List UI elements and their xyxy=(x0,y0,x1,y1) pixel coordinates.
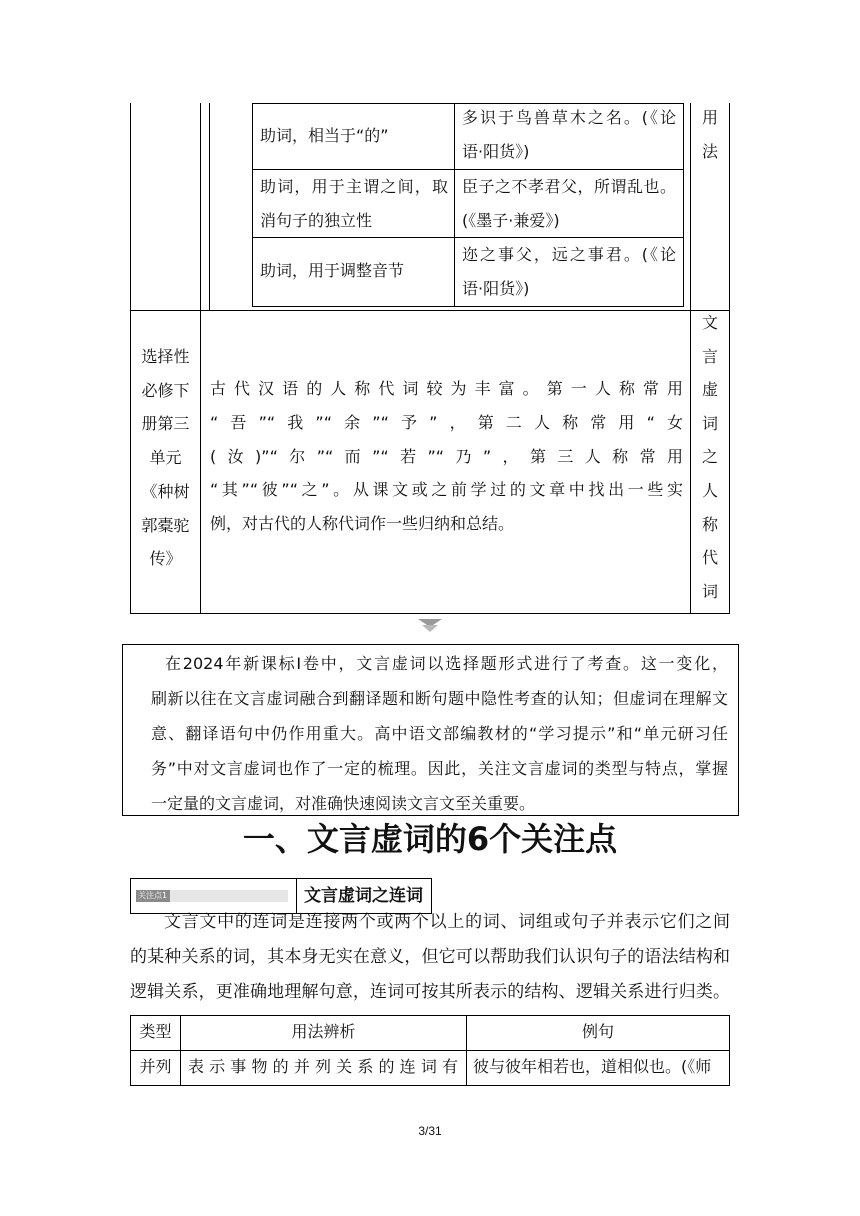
table-cell-usage: 表示事物的并列关系的连词有 xyxy=(188,1057,458,1076)
side-label: 用 法 xyxy=(701,108,718,161)
section-title: 一、文言虚词的6个关注点 xyxy=(242,820,618,858)
table-cell-usage: 助词，相当于“的” xyxy=(260,126,389,145)
focus-tag: 关注点1 xyxy=(138,891,168,900)
note-line: 意、翻译语句中仍作用重大。高中语文部编教材的“学习提示”和“单元研习任 xyxy=(151,724,728,743)
source-cell: 选择性 必修下 册第三 单元 《种树 郭橐驼 传》 xyxy=(141,347,190,569)
topic-cell: 文 言 虚 词 之 人 称 代 词 xyxy=(701,313,718,601)
note-line: 在2024年新课标Ⅰ卷中，文言虚词以选择题形式进行了考查。这一变化， xyxy=(165,654,728,673)
table-cell-example: 臣子之不孝君父，所谓乱也。 (《墨子·兼爱》) xyxy=(462,177,676,230)
table-cell-example: 彼与彼年相若也，道相似也。(《师 xyxy=(473,1057,712,1076)
table-header: 类型 xyxy=(139,1022,172,1041)
intro-note-box xyxy=(122,644,739,816)
table-cell-usage: 助词，用于调整音节 xyxy=(260,261,405,280)
prompt-cell: 古代汉语的人称代词较为丰富。第一人称常用 “吾”“我”“余”“予”，第二人称常用“女 (汝)”“尔”“而”“若”“乃”，第三人称常用 “其”“彼”“之”。从课文或之前学过的文章中找出一些实 例，对古代的人称代词作一些归纳和总结。 xyxy=(210,379,683,534)
intro-paragraph: 文言文中的连词是连接两个或两个以上的词、词组或句子并表示它们之间 的某种关系的词，其本身无实在意义，但它可以帮助我们认识句子的语法结构和 逻辑关系，更准确地理解句意，连词可按其所表示的结构、逻辑关系进行归类。 xyxy=(130,912,730,1002)
table-header: 例句 xyxy=(581,1022,614,1041)
table-header: 用法辨析 xyxy=(291,1022,356,1041)
chevron-down-icon xyxy=(418,619,442,633)
focus-title: 文言虚词之连词 xyxy=(304,886,423,906)
note-line: 刷新以往在文言虚词融合到翻译题和断句题中隐性考查的认知；但虚词在理解文 xyxy=(151,689,728,708)
note-line: 务”中对文言虚词也作了一定的梳理。因此，关注文言虚词的类型与特点，掌握 xyxy=(151,759,728,778)
table-cell-type: 并列 xyxy=(139,1057,172,1076)
page-number: 3/31 xyxy=(418,1124,442,1138)
table-cell-usage: 助词，用于主谓之间，取 消句子的独立性 xyxy=(260,177,448,230)
table-cell-example: 多识于鸟兽草木之名。(《论 语·阳货》) xyxy=(462,108,676,161)
note-line: 一定量的文言虚词，对准确快速阅读文言文至关重要。 xyxy=(151,794,536,813)
table-cell-example: 迩之事父，远之事君。(《论 语·阳货》) xyxy=(462,245,676,298)
